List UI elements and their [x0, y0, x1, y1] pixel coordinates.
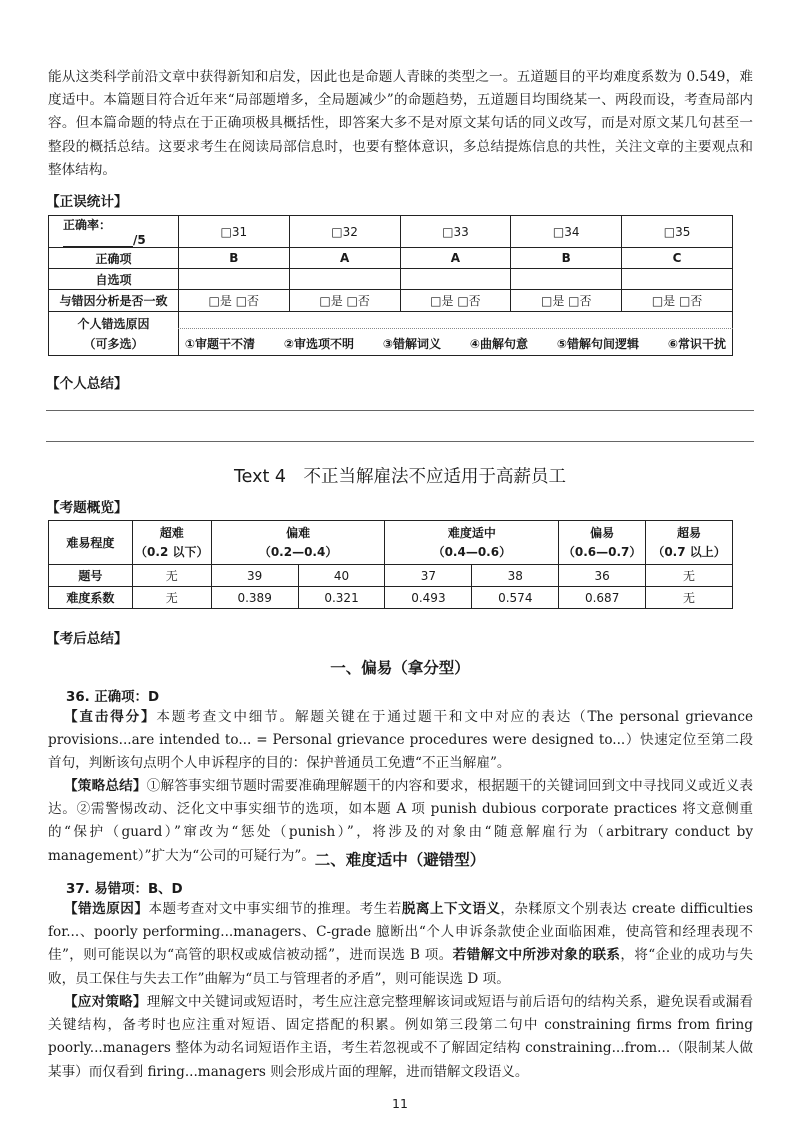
- level-range: （0.2 以下）: [135, 544, 209, 559]
- q36-direct-score: [48, 706, 753, 776]
- q37-reason-d: 若错解文中所涉对象的联系: [452, 947, 621, 964]
- question-number-label: 题号: [49, 565, 133, 587]
- question-number: 无: [132, 565, 211, 587]
- reasons-label-cell: [49, 312, 179, 356]
- correct-answer-34: B: [511, 248, 622, 269]
- yes-no-33[interactable]: □是 □否: [400, 290, 511, 312]
- tag-strategy: 【策略总结】: [64, 778, 147, 794]
- level-name: 难度适中: [447, 525, 496, 540]
- yes-no-31[interactable]: □是 □否: [178, 290, 289, 312]
- q37-title: 37. 易错项：B、D: [66, 882, 183, 897]
- section1-heading: 一、偏易（拿分型）: [330, 659, 470, 677]
- text4-title: Text 4 不正当解雇法不应适用于高薪员工: [233, 467, 567, 487]
- q37-reason-b: 脱离上下文语义: [401, 901, 501, 917]
- self-choice-label: 自选项: [49, 269, 179, 290]
- q37-strategy-text: 理解文中关键词或短语时，考生应注意完整理解该词或短语与前后语句的结构关系，避免误看或漏看关键结构，备考时也应注重对短语、固定搭配的积累。例如第三段第二句中 constraining firms from firing poorly...managers 整体为动名词短语作主语，考生若忽视或不了解固定结构 constraining...from...（限制某人做某事）而仅看到 firing...managers 则会形成片面的理解，进而错解文段语义。: [48, 994, 753, 1080]
- level-name: 超难: [159, 525, 184, 540]
- reason-option-4[interactable]: ④曲解句意: [469, 337, 529, 351]
- correct-answer-35: C: [622, 248, 733, 269]
- coefficient-value: 0.321: [298, 587, 385, 609]
- level-super-hard: [132, 521, 211, 565]
- coefficient-label: 难度系数: [49, 587, 133, 609]
- reasons-options-cell: [178, 312, 732, 356]
- level-name: 偏难: [286, 525, 311, 540]
- reason-option-5[interactable]: ⑤错解句间逻辑: [556, 337, 639, 351]
- correct-answer-32: A: [289, 248, 400, 269]
- level-easy: [559, 521, 646, 565]
- q36-direct-score-text: 本题考查文中细节。解题关键在于通过题干和文中对应的表达（The personal grievance provisions...are intended to... = Personal grievance procedures were designed to...）快速定位至第二段首句，判断该句点明个人申诉程序的目的：保护普通员工免遭“不正当解雇”。: [48, 709, 753, 772]
- coefficient-value: 0.389: [211, 587, 298, 609]
- self-choice-34[interactable]: [511, 269, 622, 290]
- accuracy-denominator: /5: [133, 233, 146, 247]
- accuracy-cell: [49, 216, 179, 248]
- q37-reason-e: ，将“企业的成功与失败，员工保住与失去工作”曲解为“员工与管理者的矛盾”，则可能误选 D 项。: [48, 947, 754, 987]
- reason-option-3[interactable]: ③错解词义: [382, 337, 442, 351]
- error-stats-label: 【正误统计】: [46, 194, 128, 210]
- correct-label: 正确项: [49, 248, 179, 269]
- level-range: （0.4—0.6）: [432, 544, 512, 559]
- q36-title: 36. 正确项：D: [66, 690, 160, 705]
- level-range: （0.6—0.7）: [562, 544, 642, 559]
- coefficient-value: 0.574: [472, 587, 559, 609]
- overview-label: 【考题概览】: [46, 500, 128, 516]
- coefficient-value: 无: [132, 587, 211, 609]
- correct-answer-31: B: [178, 248, 289, 269]
- level-range: （0.7 以上）: [652, 544, 726, 559]
- section2-heading: 二、难度适中（避错型）: [314, 851, 486, 869]
- overview-table: [48, 520, 733, 609]
- post-summary-label: 【考后总结】: [46, 631, 128, 647]
- self-choice-33[interactable]: [400, 269, 511, 290]
- q31-cell[interactable]: □31: [178, 216, 289, 248]
- summary-line-1[interactable]: [46, 410, 754, 411]
- level-name: 超易: [677, 525, 702, 540]
- coefficient-value: 0.493: [385, 587, 472, 609]
- personal-summary-label: 【个人总结】: [46, 376, 128, 392]
- page-number: 11: [392, 1096, 408, 1111]
- question-number: 无: [646, 565, 733, 587]
- correct-answer-33: A: [400, 248, 511, 269]
- q37-error-reason: [48, 898, 753, 991]
- q37-strategy: [48, 991, 753, 1084]
- accuracy-label: 正确率：: [63, 218, 112, 232]
- reason-option-6[interactable]: ⑥常识干扰: [667, 337, 726, 351]
- q36-strategy-text: ①解答事实细节题时需要准确理解题干的内容和要求，根据题干的关键词回到文中寻找同义或近义表达。②需警惕改动、泛化文中事实细节的选项，如本题 A 项 punish dubious corporate practices 将文意侧重的“保护（guard）”窜改为“惩处（punish）”，将涉及的对象由“随意解雇行为（arbitrary conduct by management）”扩大为“公司的可疑行为”。: [48, 778, 753, 864]
- intro-paragraph: 能从这类科学前沿文章中获得新知和启发，因此也是命题人青睐的类型之一。五道题目的平均难度系数为 0.549，难度适中。本篇题目符合近年来“局部题增多，全局题减少”的命题趋势，五道题目均围绕某一、两段而设，考查局部内容。但本篇命题的特点在于正确项极具概括性，即答案大多不是对原文某句话的同义改写，而是对原文某几句甚至一整段的概括总结。这要求考生在阅读局部信息时，也要有整体意识，多总结提炼信息的共性，关注文章的主要观点和整体结构。: [48, 69, 753, 178]
- question-number: 36: [559, 565, 646, 587]
- tag-direct-score: 【直击得分】: [64, 709, 157, 725]
- reason-option-1[interactable]: ①审题干不清: [184, 337, 256, 351]
- level-hard: [211, 521, 385, 565]
- coefficient-value: 无: [646, 587, 733, 609]
- question-number: 37: [385, 565, 472, 587]
- summary-line-2[interactable]: [46, 441, 754, 442]
- question-number: 40: [298, 565, 385, 587]
- question-number: 39: [211, 565, 298, 587]
- q33-cell[interactable]: □33: [400, 216, 511, 248]
- q35-cell[interactable]: □35: [622, 216, 733, 248]
- yes-no-35[interactable]: □是 □否: [622, 290, 733, 312]
- level-medium: [385, 521, 559, 565]
- yes-no-32[interactable]: □是 □否: [289, 290, 400, 312]
- reason-option-2[interactable]: ②审选项不明: [283, 337, 355, 351]
- error-stats-table: [48, 215, 733, 356]
- q37-reason-a: 本题考查对文中事实细节的推理。考生若: [148, 901, 402, 917]
- difficulty-label: 难易程度: [49, 521, 133, 565]
- q34-cell[interactable]: □34: [511, 216, 622, 248]
- q32-cell[interactable]: □32: [289, 216, 400, 248]
- accuracy-blank[interactable]: [63, 235, 133, 247]
- reasons-label-line2: （可多选）: [83, 336, 144, 351]
- consistency-label: 与错因分析是否一致: [49, 290, 179, 312]
- tag-error-reason: 【错选原因】: [64, 901, 149, 917]
- q37-reason-c: ，杂糅原文个别表达 create difficulties for...、poorly performing...managers、C-grade 臆断出“个人申诉条款使企业面临困难，使高管和经理表现不佳”，则可能误以为“高管的职权或威信被动摇”，进而误选 B 项。: [48, 901, 753, 964]
- coefficient-value: 0.687: [559, 587, 646, 609]
- self-choice-35[interactable]: [622, 269, 733, 290]
- reasons-dotted-divider: [178, 328, 733, 329]
- tag-response-strategy: 【应对策略】: [64, 994, 147, 1010]
- level-super-easy: [646, 521, 733, 565]
- reasons-label-line1: 个人错选原因: [77, 316, 150, 331]
- yes-no-34[interactable]: □是 □否: [511, 290, 622, 312]
- level-name: 偏易: [590, 525, 615, 540]
- self-choice-31[interactable]: [178, 269, 289, 290]
- question-number: 38: [472, 565, 559, 587]
- level-range: （0.2—0.4）: [258, 544, 338, 559]
- self-choice-32[interactable]: [289, 269, 400, 290]
